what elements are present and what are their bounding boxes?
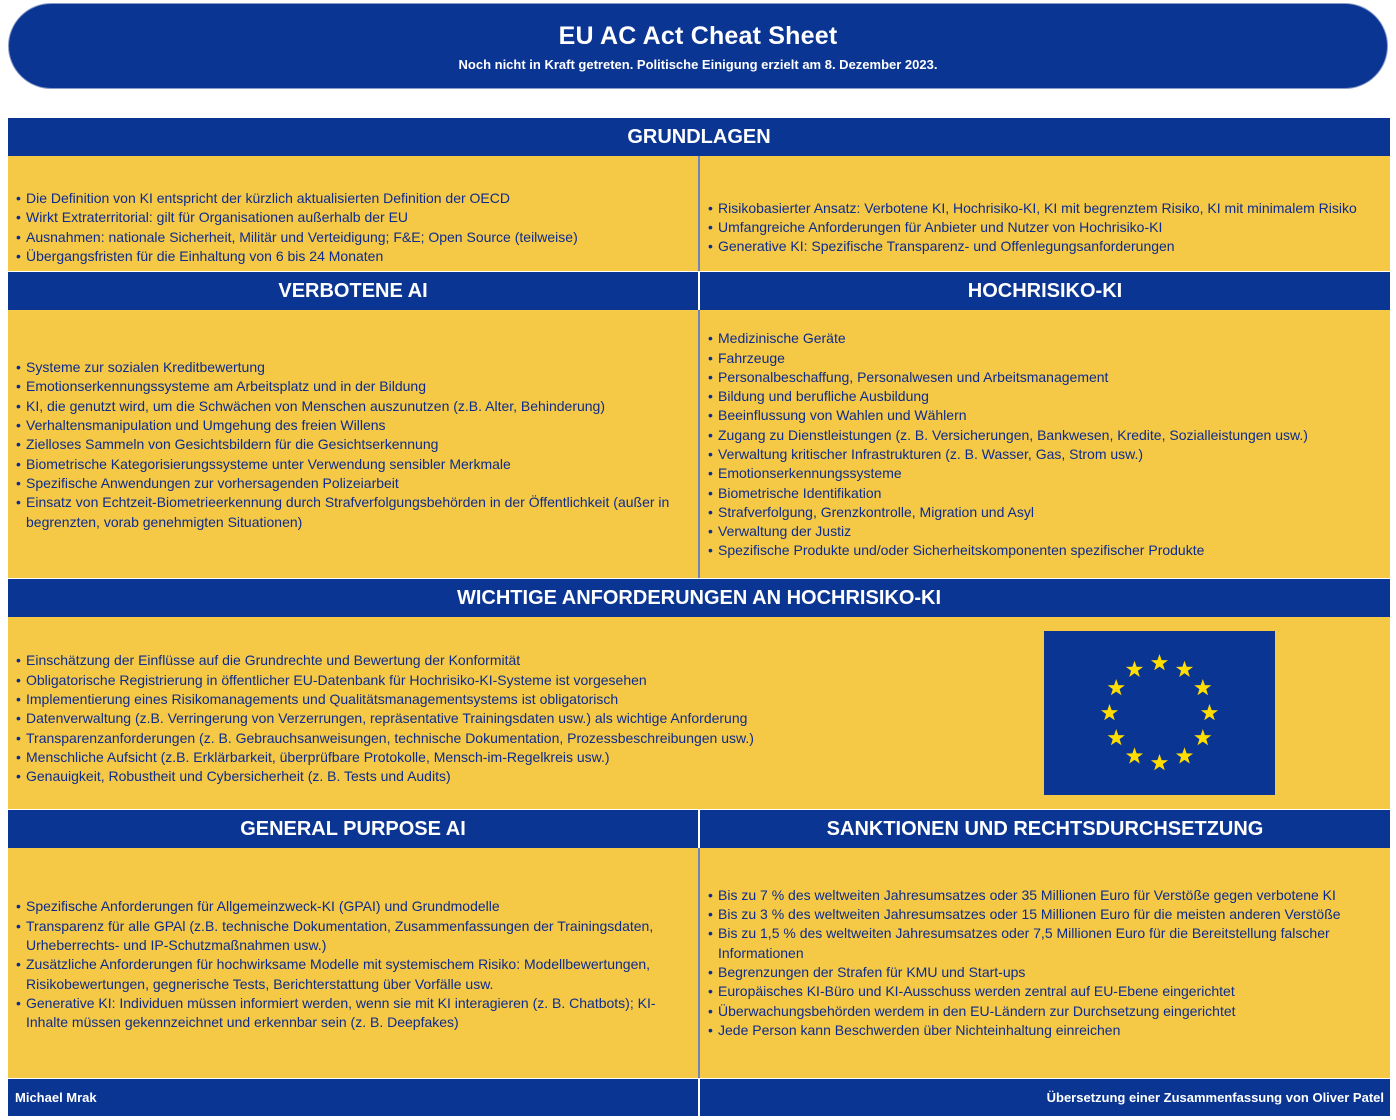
column-divider bbox=[698, 310, 700, 578]
star-icon bbox=[1201, 704, 1218, 720]
list-item: • Einsatz von Echtzeit-Biometrieerkennung durch Strafverfolgungsbehörden in der Öffentlichkeit (außer in begrenzten, vorab genehmigten Situationen) bbox=[16, 493, 692, 532]
star-icon bbox=[1176, 661, 1193, 677]
header-banner bbox=[8, 3, 1388, 89]
column-divider bbox=[698, 156, 700, 271]
list-item: • Zusätzliche Anforderungen für hochwirksame Modelle mit systemischem Risiko: Modellbewertungen, Risikobewertungen, gegnerische Tests, Berichterstattung über Vorfälle usw. bbox=[16, 955, 692, 994]
list-item: • Zielloses Sammeln von Gesichtsbildern für die Gesichtserkennung bbox=[16, 435, 692, 454]
section-header-grundlagen bbox=[8, 118, 1390, 156]
footer-author: Michael Mrak bbox=[15, 1090, 97, 1105]
list-item: • Generative KI: Individuen müssen informiert werden, wenn sie mit KI interagieren (z. B. Chatbots); KI-Inhalte müssen gekennzeichnet und erkennbar sein (z. B. Deepfakes) bbox=[16, 994, 692, 1033]
list-item: • Überwachungsbehörden werdem in den EU-Ländern zur Durchsetzung eingerichtet bbox=[708, 1002, 1384, 1021]
list-item: • Fahrzeuge bbox=[708, 349, 1384, 368]
column-divider bbox=[698, 848, 700, 1078]
section-title: SANKTIONEN UND RECHTSDURCHSETZUNG bbox=[826, 817, 1264, 840]
eu-flag-icon bbox=[1044, 631, 1275, 795]
section-title: VERBOTENE AI bbox=[278, 279, 428, 302]
grundlagen-right-list bbox=[700, 199, 1390, 257]
section-title: GENERAL PURPOSE AI bbox=[240, 817, 466, 840]
section-header-verbotene bbox=[8, 272, 698, 310]
page-subtitle: Noch nicht in Kraft getreten. Politische Einigung erzielt am 8. Dezember 2023. bbox=[458, 57, 938, 72]
star-icon bbox=[1194, 729, 1211, 745]
sanktionen-list bbox=[700, 886, 1390, 1040]
list-item: • Strafverfolgung, Grenzkontrolle, Migration und Asyl bbox=[708, 503, 1384, 522]
list-item: • Menschliche Aufsicht (z.B. Erklärbarkeit, überprüfbare Protokolle, Mensch-im-Regelkreis usw.) bbox=[16, 748, 836, 767]
list-item: • Transparenz für alle GPAl (z.B. technische Dokumentation, Zusammenfassungen der Trainingsdaten, Urheberrechts- und IP-Schutzmaßnahmen usw.) bbox=[16, 917, 692, 956]
star-icon bbox=[1101, 704, 1118, 720]
list-item: • Die Definition von KI entspricht der kürzlich aktualisierten Definition der OECD bbox=[16, 189, 692, 208]
list-item: • Personalbeschaffung, Personalwesen und Arbeitsmanagement bbox=[708, 368, 1384, 387]
list-item: • Verwaltung der Justiz bbox=[708, 522, 1384, 541]
list-item: • Bis zu 7 % des weltweiten Jahresumsatzes oder 35 Millionen Euro für Verstöße gegen verbotene KI bbox=[708, 886, 1384, 905]
list-item: • Verhaltensmanipulation und Umgehung des freien Willens bbox=[16, 416, 692, 435]
list-item: • Generative KI: Spezifische Transparenz- und Offenlegungsanforderungen bbox=[708, 237, 1384, 256]
list-item: • Jede Person kann Beschwerden über Nichteinhaltung einreichen bbox=[708, 1021, 1384, 1040]
list-item: • Spezifische Anwendungen zur vorhersagenden Polizeiarbeit bbox=[16, 474, 692, 493]
list-item: • Begrenzungen der Strafen für KMU und Start-ups bbox=[708, 963, 1384, 982]
list-item: • Spezifische Produkte und/oder Sicherheitskomponenten spezifischer Produkte bbox=[708, 541, 1384, 560]
list-item: • Biometrische Identifikation bbox=[708, 484, 1384, 503]
list-item: • Europäisches KI-Büro und KI-Ausschuss werden zentral auf EU-Ebene eingerichtet bbox=[708, 982, 1384, 1001]
star-icon bbox=[1176, 747, 1193, 763]
list-item: • Zugang zu Dienstleistungen (z. B. Versicherungen, Bankwesen, Kredite, Sozialleistungen usw.) bbox=[708, 426, 1384, 445]
list-item: • Emotionserkennungssysteme am Arbeitsplatz und in der Bildung bbox=[16, 377, 692, 396]
list-item: • Emotionserkennungssysteme bbox=[708, 464, 1384, 483]
grundlagen-left-panel bbox=[8, 156, 698, 271]
list-item: • Wirkt Extraterritorial: gilt für Organisationen außerhalb der EU bbox=[16, 208, 692, 227]
list-item: • Ausnahmen: nationale Sicherheit, Militär und Verteidigung; F&E; Open Source (teilweise) bbox=[16, 228, 692, 247]
eu-flag-stars bbox=[1044, 631, 1275, 795]
section-header-sanktionen bbox=[700, 810, 1390, 848]
section-title: WICHTIGE ANFORDERUNGEN AN HOCHRISIKO-KI bbox=[456, 586, 942, 609]
verbotene-panel bbox=[8, 310, 698, 578]
list-item: • Einschätzung der Einflüsse auf die Grundrechte und Bewertung der Konformität bbox=[16, 651, 836, 670]
gpai-list bbox=[8, 897, 698, 1032]
list-item: • Bis zu 3 % des weltweiten Jahresumsatzes oder 15 Millionen Euro für die meisten anderen Verstöße bbox=[708, 905, 1384, 924]
list-item: • Medizinische Geräte bbox=[708, 329, 1384, 348]
star-icon bbox=[1126, 661, 1143, 677]
section-header-gpai bbox=[8, 810, 698, 848]
list-item: • Bis zu 1,5 % des weltweiten Jahresumsatzes oder 7,5 Millionen Euro für die Bereitstellung falscher Informationen bbox=[708, 924, 1384, 963]
list-item: • Umfangreiche Anforderungen für Anbieter und Nutzer von Hochrisiko-KI bbox=[708, 218, 1384, 237]
list-item: • Genauigkeit, Robustheit und Cybersicherheit (z. B. Tests und Audits) bbox=[16, 767, 836, 786]
list-item: • Verwaltung kritischer Infrastrukturen (z. B. Wasser, Gas, Strom usw.) bbox=[708, 445, 1384, 464]
star-icon bbox=[1126, 747, 1143, 763]
list-item: • Bildung und berufliche Ausbildung bbox=[708, 387, 1384, 406]
list-item: • Datenverwaltung (z.B. Verringerung von Verzerrungen, repräsentative Trainingsdaten usw.) als wichtige Anforderung bbox=[16, 709, 836, 728]
list-item: • Implementierung eines Risikomanagements und Qualitätsmanagementsystems ist obligatorisch bbox=[16, 690, 836, 709]
list-item: • Beeinflussung von Wahlen und Wählern bbox=[708, 406, 1384, 425]
footer-credit: Übersetzung einer Zusammenfassung von Oliver Patel bbox=[1046, 1090, 1384, 1105]
list-item: • Übergangsfristen für die Einhaltung von 6 bis 24 Monaten bbox=[16, 247, 692, 266]
star-icon bbox=[1108, 679, 1125, 695]
list-item: • Biometrische Kategorisierungssysteme unter Verwendung sensibler Merkmale bbox=[16, 455, 692, 474]
star-icon bbox=[1108, 729, 1125, 745]
list-item: • Obligatorische Registrierung in öffentlicher EU-Datenbank für Hochrisiko-KI-Systeme ist vorgesehen bbox=[16, 671, 836, 690]
verbotene-list bbox=[8, 358, 698, 532]
star-icon bbox=[1151, 654, 1168, 670]
list-item: • KI, die genutzt wird, um die Schwächen von Menschen auszunutzen (z.B. Alter, Behinderung) bbox=[16, 397, 692, 416]
page-title: EU AC Act Cheat Sheet bbox=[558, 22, 838, 50]
gpai-panel bbox=[8, 848, 698, 1078]
hochrisiko-list bbox=[700, 329, 1390, 561]
sanktionen-panel bbox=[700, 848, 1390, 1078]
star-icon bbox=[1151, 754, 1168, 770]
grundlagen-left-list bbox=[8, 189, 698, 266]
section-title: HOCHRISIKO-KI bbox=[967, 279, 1123, 302]
hochrisiko-panel bbox=[700, 310, 1390, 578]
list-item: • Systeme zur sozialen Kreditbewertung bbox=[16, 358, 692, 377]
list-item: • Spezifische Anforderungen für Allgemeinzweck-KI (GPAI) und Grundmodelle bbox=[16, 897, 692, 916]
section-title: GRUNDLAGEN bbox=[627, 125, 771, 148]
list-item: • Risikobasierter Ansatz: Verbotene KI, Hochrisiko-KI, KI mit begrenztem Risiko, KI mit minimalem Risiko bbox=[708, 199, 1384, 218]
grundlagen-right-panel bbox=[700, 156, 1390, 271]
anforderungen-list bbox=[8, 651, 842, 786]
list-item: • Transparenzanforderungen (z. B. Gebrauchsanweisungen, technische Dokumentation, Prozessbeschreibungen usw.) bbox=[16, 729, 836, 748]
footer-right bbox=[700, 1079, 1390, 1116]
footer-left bbox=[8, 1079, 698, 1116]
section-header-anforderungen bbox=[8, 579, 1390, 617]
section-header-hochrisiko bbox=[700, 272, 1390, 310]
star-icon bbox=[1194, 679, 1211, 695]
